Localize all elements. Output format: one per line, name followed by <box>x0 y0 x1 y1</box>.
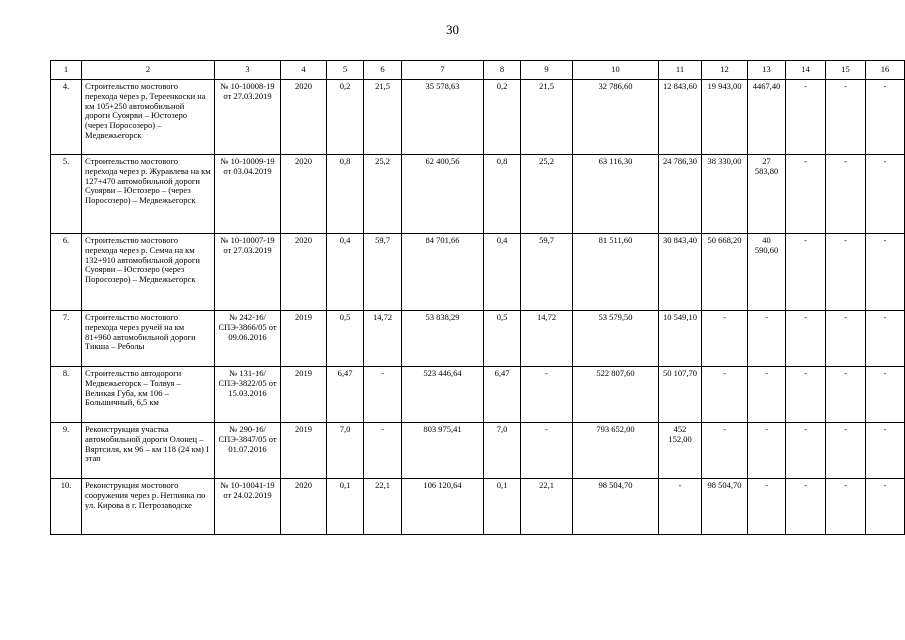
column-header: 3 <box>215 61 281 80</box>
column-header: 4 <box>281 61 327 80</box>
table-row <box>51 367 905 423</box>
row-number-cell: 10. <box>51 479 82 535</box>
value-col-12-cell: - <box>702 311 748 367</box>
area-cell: - <box>364 367 402 423</box>
area-2-cell: - <box>521 423 573 479</box>
row-number-cell: 8. <box>51 367 82 423</box>
expertise-conclusion-cell: № 10-10007-19 от 27.03.2019 <box>215 234 281 311</box>
cost-value-cell: 793 652,00 <box>573 423 659 479</box>
column-header: 1 <box>51 61 82 80</box>
commissioning-year-cell: 2019 <box>281 423 327 479</box>
area-2-cell: 25,2 <box>521 155 573 234</box>
length-km-cell: 0,2 <box>327 80 364 155</box>
value-col-15-cell: - <box>826 155 866 234</box>
value-col-11-cell: 30 843,40 <box>659 234 702 311</box>
value-col-15-cell: - <box>826 423 866 479</box>
commissioning-year-cell: 2019 <box>281 311 327 367</box>
length-km-2-cell: 0,4 <box>484 234 521 311</box>
table-row <box>51 80 905 155</box>
length-km-2-cell: 0,1 <box>484 479 521 535</box>
length-km-2-cell: 7,0 <box>484 423 521 479</box>
column-header: 5 <box>327 61 364 80</box>
area-2-cell: 22,1 <box>521 479 573 535</box>
project-name-cell: Реконструкция участка автомобильной дороги Олонец – Вяртсиля, км 96 – км 118 (24 км) I этап <box>82 423 215 479</box>
project-name-cell: Строительство мостового перехода через ручей на км 81+960 автомобильной дороги Тикша – Реболы <box>82 311 215 367</box>
value-col-14-cell: - <box>786 80 826 155</box>
column-header: 16 <box>866 61 905 80</box>
value-col-14-cell: - <box>786 155 826 234</box>
value-col-16-cell: - <box>866 155 905 234</box>
column-header: 13 <box>748 61 786 80</box>
column-header: 15 <box>826 61 866 80</box>
value-col-13-cell: 40 590,60 <box>748 234 786 311</box>
column-header: 6 <box>364 61 402 80</box>
area-cell: 14,72 <box>364 311 402 367</box>
value-col-13-cell: - <box>748 311 786 367</box>
value-col-11-cell: 12 843,60 <box>659 80 702 155</box>
table-row <box>51 234 905 311</box>
length-km-cell: 0,8 <box>327 155 364 234</box>
expertise-conclusion-cell: № 10-10009-19 от 03.04.2019 <box>215 155 281 234</box>
value-col-12-cell: - <box>702 367 748 423</box>
area-2-cell: 14,72 <box>521 311 573 367</box>
row-number-cell: 7. <box>51 311 82 367</box>
area-cell: 21,5 <box>364 80 402 155</box>
length-km-cell: 7,0 <box>327 423 364 479</box>
value-col-15-cell: - <box>826 80 866 155</box>
area-2-cell: 59,7 <box>521 234 573 311</box>
cost-value-cell: 63 116,30 <box>573 155 659 234</box>
expertise-conclusion-cell: № 10-10008-19 от 27.03.2019 <box>215 80 281 155</box>
expertise-conclusion-cell: № 290-16/ СПЭ-3847/05 от 01.07.2016 <box>215 423 281 479</box>
cost-value-cell: 32 786,60 <box>573 80 659 155</box>
value-col-11-cell: 24 786,30 <box>659 155 702 234</box>
value-col-12-cell: 50 668,20 <box>702 234 748 311</box>
estimated-cost-cell: 803 975,41 <box>402 423 484 479</box>
estimated-cost-cell: 53 838,29 <box>402 311 484 367</box>
value-col-14-cell: - <box>786 479 826 535</box>
expertise-conclusion-cell: № 131-16/ СПЭ-3822/05 от 15.03.2016 <box>215 367 281 423</box>
value-col-16-cell: - <box>866 234 905 311</box>
project-name-cell: Строительство автодороги Медвежьегорск – Толвуя – Великая Губа, км 106 – Большичный, 6,5 км <box>82 367 215 423</box>
area-2-cell: 21,5 <box>521 80 573 155</box>
commissioning-year-cell: 2020 <box>281 155 327 234</box>
value-col-16-cell: - <box>866 367 905 423</box>
commissioning-year-cell: 2020 <box>281 234 327 311</box>
project-name-cell: Строительство мостового перехода через р. Тереенкоски на км 105+250 автомобильной дороги Суоярви – Юстозеро (через Поросозеро) – Медвежьегорск <box>82 80 215 155</box>
estimated-cost-cell: 106 120,64 <box>402 479 484 535</box>
estimated-cost-cell: 35 578,63 <box>402 80 484 155</box>
value-col-15-cell: - <box>826 479 866 535</box>
value-col-15-cell: - <box>826 234 866 311</box>
value-col-16-cell: - <box>866 311 905 367</box>
value-col-14-cell: - <box>786 234 826 311</box>
value-col-16-cell: - <box>866 80 905 155</box>
column-header: 8 <box>484 61 521 80</box>
project-name-cell: Строительство мостового перехода через р. Журавлева на км 127+470 автомобильной дороги Суоярви – Юстозеро – (через Поросозеро) – Медвежьегорск <box>82 155 215 234</box>
value-col-14-cell: - <box>786 367 826 423</box>
table-row <box>51 311 905 367</box>
expertise-conclusion-cell: № 242-16/ СПЭ-3866/05 от 09.06.2016 <box>215 311 281 367</box>
cost-value-cell: 81 511,60 <box>573 234 659 311</box>
row-number-cell: 6. <box>51 234 82 311</box>
value-col-12-cell: 98 504,70 <box>702 479 748 535</box>
area-cell: - <box>364 423 402 479</box>
value-col-16-cell: - <box>866 423 905 479</box>
length-km-2-cell: 0,8 <box>484 155 521 234</box>
value-col-11-cell: 452 152,00 <box>659 423 702 479</box>
cost-value-cell: 53 579,50 <box>573 311 659 367</box>
column-header: 14 <box>786 61 826 80</box>
commissioning-year-cell: 2019 <box>281 367 327 423</box>
value-col-15-cell: - <box>826 311 866 367</box>
length-km-2-cell: 6,47 <box>484 367 521 423</box>
cost-value-cell: 522 807,60 <box>573 367 659 423</box>
row-number-cell: 4. <box>51 80 82 155</box>
value-col-13-cell: - <box>748 479 786 535</box>
project-name-cell: Реконструкция мостового сооружения через р. Неглинка по ул. Кирова в г. Петрозаводске <box>82 479 215 535</box>
row-number-cell: 5. <box>51 155 82 234</box>
cost-value-cell: 98 504,70 <box>573 479 659 535</box>
expertise-conclusion-cell: № 10-10041-19 от 24.02.2019 <box>215 479 281 535</box>
estimated-cost-cell: 84 701,66 <box>402 234 484 311</box>
table-row <box>51 479 905 535</box>
length-km-2-cell: 0,2 <box>484 80 521 155</box>
value-col-12-cell: 19 943,00 <box>702 80 748 155</box>
area-cell: 25,2 <box>364 155 402 234</box>
row-number-cell: 9. <box>51 423 82 479</box>
data-table <box>50 60 905 535</box>
column-header: 7 <box>402 61 484 80</box>
estimated-cost-cell: 523 446,64 <box>402 367 484 423</box>
column-header: 11 <box>659 61 702 80</box>
value-col-11-cell: 50 107,70 <box>659 367 702 423</box>
area-2-cell: - <box>521 367 573 423</box>
commissioning-year-cell: 2020 <box>281 80 327 155</box>
value-col-16-cell: - <box>866 479 905 535</box>
value-col-13-cell: - <box>748 423 786 479</box>
area-cell: 59,7 <box>364 234 402 311</box>
length-km-cell: 0,5 <box>327 311 364 367</box>
table-row <box>51 155 905 234</box>
length-km-2-cell: 0,5 <box>484 311 521 367</box>
value-col-12-cell: - <box>702 423 748 479</box>
header-row <box>51 61 905 80</box>
column-header: 9 <box>521 61 573 80</box>
project-name-cell: Строительство мостового перехода через р. Семча на км 132+910 автомобильной дороги Суоярви – Юстозеро (через Поросозеро) – Медвежьегорск <box>82 234 215 311</box>
estimated-cost-cell: 62 400,56 <box>402 155 484 234</box>
length-km-cell: 0,1 <box>327 479 364 535</box>
value-col-13-cell: 27 583,80 <box>748 155 786 234</box>
value-col-11-cell: 10 549,10 <box>659 311 702 367</box>
value-col-13-cell: 4467,40 <box>748 80 786 155</box>
length-km-cell: 6,47 <box>327 367 364 423</box>
column-header: 12 <box>702 61 748 80</box>
column-header: 2 <box>82 61 215 80</box>
value-col-14-cell: - <box>786 423 826 479</box>
value-col-11-cell: - <box>659 479 702 535</box>
page-number: 30 <box>446 22 459 37</box>
table-row <box>51 423 905 479</box>
value-col-14-cell: - <box>786 311 826 367</box>
value-col-13-cell: - <box>748 367 786 423</box>
column-header: 10 <box>573 61 659 80</box>
length-km-cell: 0,4 <box>327 234 364 311</box>
commissioning-year-cell: 2020 <box>281 479 327 535</box>
area-cell: 22,1 <box>364 479 402 535</box>
value-col-15-cell: - <box>826 367 866 423</box>
value-col-12-cell: 38 330,00 <box>702 155 748 234</box>
